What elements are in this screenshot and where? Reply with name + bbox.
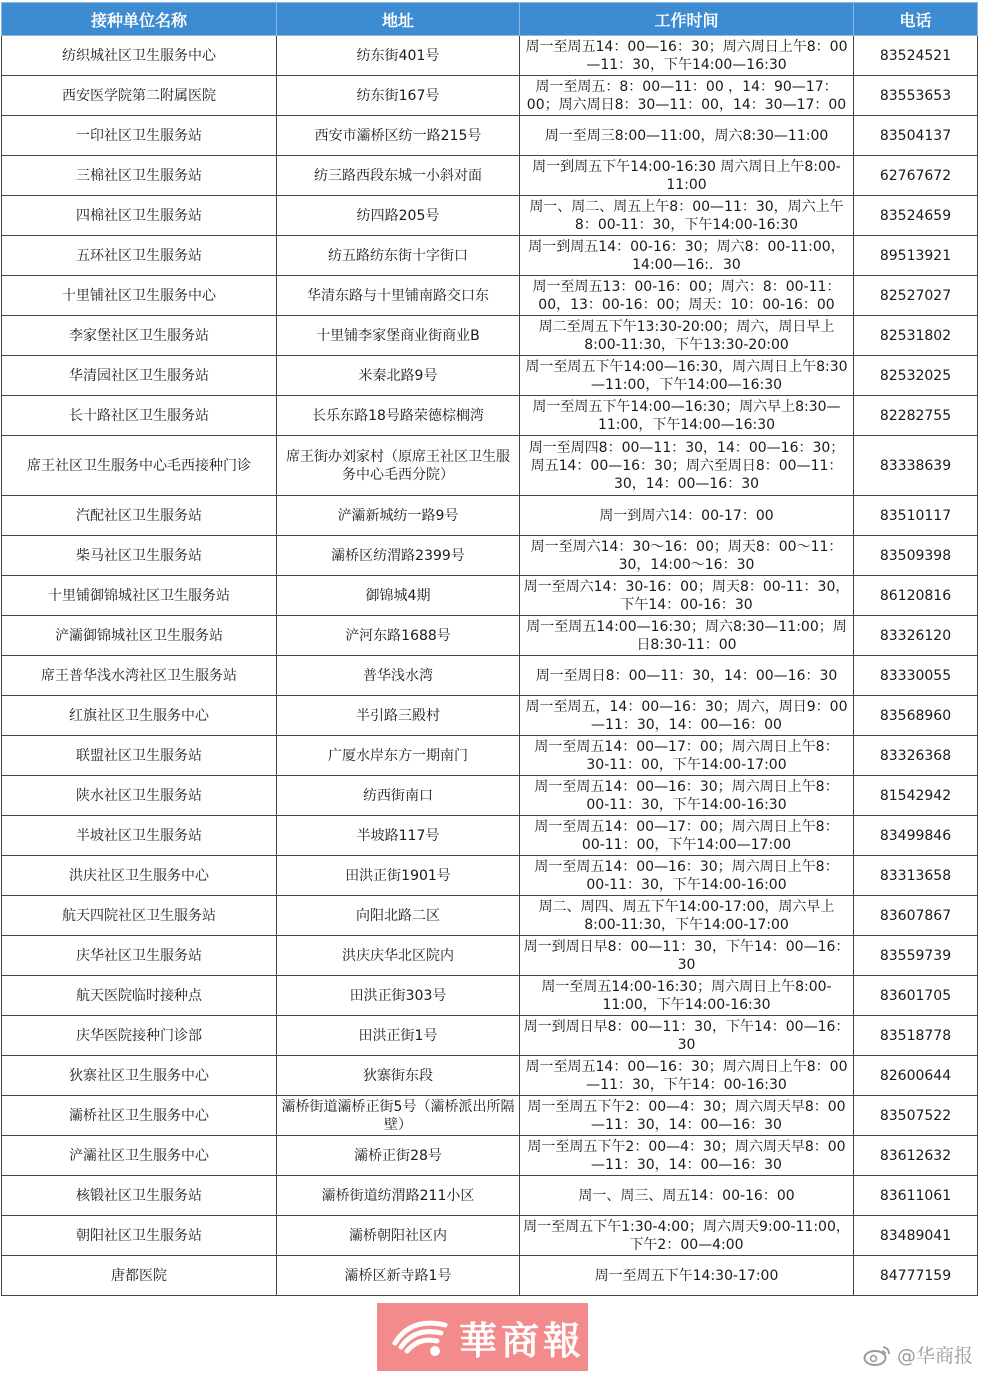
phone-cell: 82532025 xyxy=(854,356,978,396)
table-row xyxy=(2,936,978,976)
phone-cell: 83326120 xyxy=(854,616,978,656)
hours-cell: 周一、周三、周五14：00-16：00 xyxy=(520,1176,854,1216)
hours-cell: 周一至周五14：00—16：30；周六周日上午8：00—11：30，下午14：00-16:30 xyxy=(520,1056,854,1096)
address-cell: 灞桥朝阳社区内 xyxy=(277,1216,520,1256)
table-row xyxy=(2,496,978,536)
address-cell: 米秦北路9号 xyxy=(277,356,520,396)
address-cell: 纺西街南口 xyxy=(277,776,520,816)
hours-cell: 周一至周六14：30-16：00；周天8：00-11：30，下午14：00-16：30 xyxy=(520,576,854,616)
hours-cell: 周一至周五下午14:00—16:30，周六周日上午8:30—11:00，下午14:00—16:30 xyxy=(520,356,854,396)
phone-cell: 83504137 xyxy=(854,116,978,156)
site-name-cell: 半坡社区卫生服务站 xyxy=(2,816,277,856)
address-cell: 田洪正街303号 xyxy=(277,976,520,1016)
address-cell: 西安市灞桥区纺一路215号 xyxy=(277,116,520,156)
phone-cell: 83518778 xyxy=(854,1016,978,1056)
address-cell: 广厦水岸东方一期南门 xyxy=(277,736,520,776)
hours-cell: 周一至周五14：00—17：00；周六周日上午8：30-11：00，下午14:00-17:00 xyxy=(520,736,854,776)
site-name-cell: 四棉社区卫生服务站 xyxy=(2,196,277,236)
phone-cell: 83601705 xyxy=(854,976,978,1016)
address-cell: 席王街办刘家村（原席王社区卫生服务中心毛西分院） xyxy=(277,436,520,496)
address-cell: 灞桥区新寺路1号 xyxy=(277,1256,520,1296)
table-row xyxy=(2,196,978,236)
address-cell: 纺东街401号 xyxy=(277,36,520,76)
table-row xyxy=(2,1176,978,1216)
table-row xyxy=(2,536,978,576)
phone-cell: 82282755 xyxy=(854,396,978,436)
header-site-name: 接种单位名称 xyxy=(2,3,277,36)
hours-cell: 周一至周五下午2：00—4：30；周六周天早8：00—11：30，14：00—16：30 xyxy=(520,1136,854,1176)
address-cell: 半引路三殿村 xyxy=(277,696,520,736)
phone-cell: 83507522 xyxy=(854,1096,978,1136)
site-name-cell: 西安医学院第二附属医院 xyxy=(2,76,277,116)
table-row xyxy=(2,616,978,656)
site-name-cell: 浐灞御锦城社区卫生服务站 xyxy=(2,616,277,656)
address-cell: 田洪正街1号 xyxy=(277,1016,520,1056)
table-row xyxy=(2,1256,978,1296)
header-address: 地址 xyxy=(277,3,520,36)
table-row xyxy=(2,1136,978,1176)
phone-cell: 82527027 xyxy=(854,276,978,316)
hours-cell: 周一、周二、周五上午8：00—11：30，周六上午8：00-11：30，下午14:00-16:30 xyxy=(520,196,854,236)
address-cell: 田洪正街1901号 xyxy=(277,856,520,896)
hours-cell: 周一到周日早8：00—11：30，下午14：00—16：30 xyxy=(520,936,854,976)
site-name-cell: 三棉社区卫生服务站 xyxy=(2,156,277,196)
table-row xyxy=(2,1096,978,1136)
hours-cell: 周一至周五14：00—17：00；周六周日上午8：00-11：00，下午14:00—17:00 xyxy=(520,816,854,856)
table-row xyxy=(2,776,978,816)
site-name-cell: 唐都医院 xyxy=(2,1256,277,1296)
hours-cell: 周一至周四8：00—11：30，14：00—16：30；周五14：00—16：30；周六至周日8：00—11：30，14：00—16：30 xyxy=(520,436,854,496)
phone-cell: 81542942 xyxy=(854,776,978,816)
table-row xyxy=(2,1056,978,1096)
address-cell: 灞桥街道纺渭路211小区 xyxy=(277,1176,520,1216)
address-cell: 纺东街167号 xyxy=(277,76,520,116)
hours-cell: 周二、周四、周五下午14:00-17:00，周六早上8:00-11:30，下午14:00-17:00 xyxy=(520,896,854,936)
table-row xyxy=(2,436,978,496)
address-cell: 灞桥区纺渭路2399号 xyxy=(277,536,520,576)
phone-cell: 84777159 xyxy=(854,1256,978,1296)
hours-cell: 周一至周五下午14:00—16:30；周六早上8:30—11:00，下午14:00—16:30 xyxy=(520,396,854,436)
site-name-cell: 柴马社区卫生服务站 xyxy=(2,536,277,576)
phone-cell: 83338639 xyxy=(854,436,978,496)
hours-cell: 周一至周五，14：00—16：30；周六，周日9：00—11：30，14：00—16：00 xyxy=(520,696,854,736)
address-cell: 浐灞新城纺一路9号 xyxy=(277,496,520,536)
brand-name: 華商報 xyxy=(459,1317,586,1363)
site-name-cell: 汽配社区卫生服务站 xyxy=(2,496,277,536)
vaccination-sites-table xyxy=(1,2,978,1296)
hours-cell: 周一至周六14：30～16：00；周天8：00～11：30，14:00～16：30 xyxy=(520,536,854,576)
table-row xyxy=(2,736,978,776)
site-name-cell: 华清园社区卫生服务站 xyxy=(2,356,277,396)
huashang-logo-icon xyxy=(391,1315,449,1359)
site-name-cell: 航天四院社区卫生服务站 xyxy=(2,896,277,936)
site-name-cell: 五环社区卫生服务站 xyxy=(2,236,277,276)
site-name-cell: 长十路社区卫生服务站 xyxy=(2,396,277,436)
address-cell: 向阳北路二区 xyxy=(277,896,520,936)
hours-cell: 周一到周六14：00-17：00 xyxy=(520,496,854,536)
site-name-cell: 洪庆社区卫生服务中心 xyxy=(2,856,277,896)
site-name-cell: 十里铺社区卫生服务中心 xyxy=(2,276,277,316)
table-row xyxy=(2,856,978,896)
hours-cell: 周一至周日8：00—11：30，14：00—16：30 xyxy=(520,656,854,696)
site-name-cell: 李家堡社区卫生服务站 xyxy=(2,316,277,356)
hours-cell: 周一至周五下午2：00—4：30；周六周天早8：00—11：30，14：00—16：30 xyxy=(520,1096,854,1136)
hours-cell: 周一至周三8:00—11:00，周六8:30—11:00 xyxy=(520,116,854,156)
table-row xyxy=(2,116,978,156)
address-cell: 洪庆庆华北区院内 xyxy=(277,936,520,976)
address-cell: 半坡路117号 xyxy=(277,816,520,856)
table-row xyxy=(2,656,978,696)
hours-cell: 周一到周日早8：00—11：30，下午14：00—16：30 xyxy=(520,1016,854,1056)
hours-cell: 周一至周五下午14:30-17:00 xyxy=(520,1256,854,1296)
phone-cell: 83326368 xyxy=(854,736,978,776)
site-name-cell: 核锻社区卫生服务站 xyxy=(2,1176,277,1216)
weibo-icon xyxy=(863,1344,891,1366)
table-row xyxy=(2,696,978,736)
address-cell: 纺五路纺东街十字街口 xyxy=(277,236,520,276)
phone-cell: 83524521 xyxy=(854,36,978,76)
watermark-text: @华商报 xyxy=(896,1345,973,1367)
site-name-cell: 一印社区卫生服务站 xyxy=(2,116,277,156)
address-cell: 狄寨街东段 xyxy=(277,1056,520,1096)
phone-cell: 83559739 xyxy=(854,936,978,976)
phone-cell: 83499846 xyxy=(854,816,978,856)
address-cell: 纺三路西段东城一小斜对面 xyxy=(277,156,520,196)
site-name-cell: 红旗社区卫生服务中心 xyxy=(2,696,277,736)
site-name-cell: 航天医院临时接种点 xyxy=(2,976,277,1016)
hours-cell: 周一至周五：8：00—11：00 ，14：90—17：00；周六周日8：30—11：00，14：30—17：00 xyxy=(520,76,854,116)
table-row xyxy=(2,576,978,616)
table-row xyxy=(2,36,978,76)
phone-cell: 62767672 xyxy=(854,156,978,196)
site-name-cell: 陕水社区卫生服务站 xyxy=(2,776,277,816)
hours-cell: 周一至周五13：00-16：00；周六：8：00-11：00，13：00-16：00；周天：10：00-16：00 xyxy=(520,276,854,316)
address-cell: 纺四路205号 xyxy=(277,196,520,236)
table-row xyxy=(2,356,978,396)
phone-cell: 83568960 xyxy=(854,696,978,736)
table-row xyxy=(2,76,978,116)
site-name-cell: 庆华医院接种门诊部 xyxy=(2,1016,277,1056)
table-row xyxy=(2,396,978,436)
phone-cell: 83489041 xyxy=(854,1216,978,1256)
site-name-cell: 席王社区卫生服务中心毛西接种门诊 xyxy=(2,436,277,496)
site-name-cell: 庆华社区卫生服务站 xyxy=(2,936,277,976)
hours-cell: 周一到周五14：00-16：30；周六8：00-11:00，14:00—16:．30 xyxy=(520,236,854,276)
table-row xyxy=(2,976,978,1016)
address-cell: 灞桥正街28号 xyxy=(277,1136,520,1176)
table-row xyxy=(2,1216,978,1256)
hours-cell: 周一至周五14：00—16：30；周六周日上午8：00-11：30，下午14:00-16:30 xyxy=(520,776,854,816)
phone-cell: 83612632 xyxy=(854,1136,978,1176)
phone-cell: 83510117 xyxy=(854,496,978,536)
table-row xyxy=(2,316,978,356)
phone-cell: 86120816 xyxy=(854,576,978,616)
phone-cell: 82531802 xyxy=(854,316,978,356)
hours-cell: 周一至周五14:00—16:30；周六8:30—11:00；周日8:30-11：00 xyxy=(520,616,854,656)
site-name-cell: 十里铺御锦城社区卫生服务站 xyxy=(2,576,277,616)
table-row xyxy=(2,1016,978,1056)
phone-cell: 83313658 xyxy=(854,856,978,896)
phone-cell: 83553653 xyxy=(854,76,978,116)
hours-cell: 周一至周五14：00—16：30；周六周日上午8：00-11：30，下午14:00-16:00 xyxy=(520,856,854,896)
hours-cell: 周一到周五下午14:00-16:30 周六周日上午8:00-11:00 xyxy=(520,156,854,196)
table-row xyxy=(2,156,978,196)
site-name-cell: 朝阳社区卫生服务站 xyxy=(2,1216,277,1256)
phone-cell: 83524659 xyxy=(854,196,978,236)
weibo-watermark xyxy=(863,1341,973,1368)
phone-cell: 82600644 xyxy=(854,1056,978,1096)
phone-cell: 83607867 xyxy=(854,896,978,936)
site-name-cell: 狄寨社区卫生服务中心 xyxy=(2,1056,277,1096)
phone-cell: 89513921 xyxy=(854,236,978,276)
address-cell: 长乐东路18号路荣德棕榈湾 xyxy=(277,396,520,436)
table-body xyxy=(2,36,978,1296)
site-name-cell: 浐灞社区卫生服务中心 xyxy=(2,1136,277,1176)
phone-cell: 83611061 xyxy=(854,1176,978,1216)
huashang-brand-banner xyxy=(377,1303,588,1371)
phone-cell: 83509398 xyxy=(854,536,978,576)
table-row xyxy=(2,236,978,276)
hours-cell: 周二至周五下午13:30-20:00；周六，周日早上8:00-11:30，下午13:30-20:00 xyxy=(520,316,854,356)
address-cell: 浐河东路1688号 xyxy=(277,616,520,656)
hours-cell: 周一至周五14:00-16:30；周六周日上午8:00-11:00，下午14:00-16:30 xyxy=(520,976,854,1016)
table-row xyxy=(2,816,978,856)
address-cell: 普华浅水湾 xyxy=(277,656,520,696)
hours-cell: 周一至周五下午1:30-4:00；周六周天9:00-11:00，下午2：00—4:00 xyxy=(520,1216,854,1256)
phone-cell: 83330055 xyxy=(854,656,978,696)
hours-cell: 周一至周五14：00—16：30；周六周日上午8：00—11：30，下午14:00—16:30 xyxy=(520,36,854,76)
table-row xyxy=(2,276,978,316)
site-name-cell: 纺织城社区卫生服务中心 xyxy=(2,36,277,76)
address-cell: 十里铺李家堡商业街商业B xyxy=(277,316,520,356)
header-phone: 电话 xyxy=(854,3,978,36)
site-name-cell: 灞桥社区卫生服务中心 xyxy=(2,1096,277,1136)
table-row xyxy=(2,896,978,936)
address-cell: 御锦城4期 xyxy=(277,576,520,616)
table-header-row xyxy=(2,3,978,36)
site-name-cell: 席王普华浅水湾社区卫生服务站 xyxy=(2,656,277,696)
address-cell: 灞桥街道灞桥正街5号（灞桥派出所隔壁） xyxy=(277,1096,520,1136)
site-name-cell: 联盟社区卫生服务站 xyxy=(2,736,277,776)
header-hours: 工作时间 xyxy=(520,3,854,36)
address-cell: 华清东路与十里铺南路交口东 xyxy=(277,276,520,316)
